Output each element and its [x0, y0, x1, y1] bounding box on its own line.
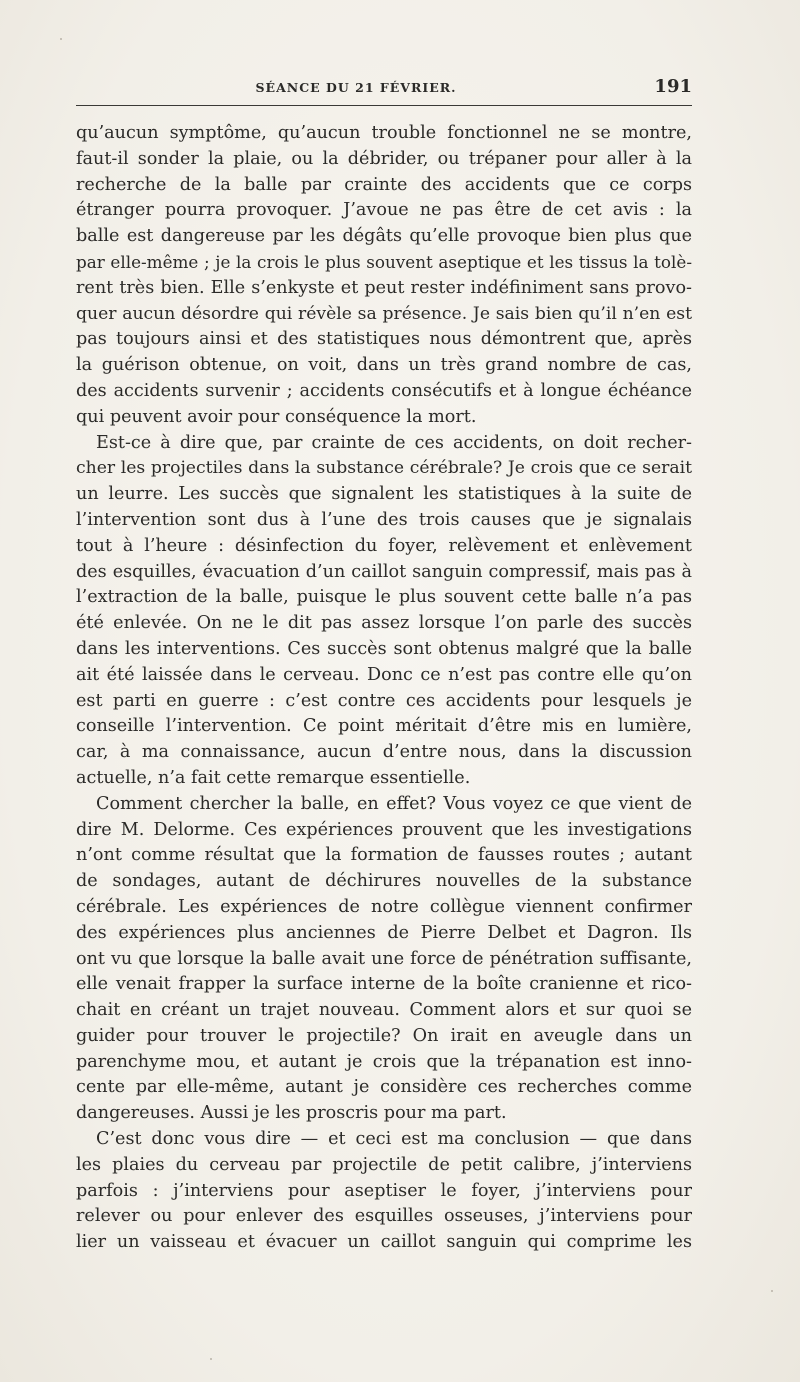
text-line: de sondages, autant de déchirures nouvelles de la substance	[76, 871, 692, 892]
text-line: l’intervention sont dus à l’une des trois causes que je signalais	[76, 509, 692, 530]
text-line: parfois : j’interviens pour aseptiser le foyer, j’interviens pour	[76, 1180, 692, 1201]
running-head	[76, 76, 692, 100]
body-text	[76, 121, 692, 1256]
text-line: pas toujours ainsi et des statistiques nous démontrent que, après	[76, 329, 692, 350]
text-line: quer aucun désordre qui révèle sa présence. Je sais bien qu’il n’en est	[76, 303, 692, 324]
text-line: lier un vaisseau et évacuer un caillot sanguin qui comprime les	[76, 1232, 692, 1253]
text-line: des accidents survenir ; accidents consécutifs et à longue échéance	[76, 380, 692, 401]
text-line: rent très bien. Elle s’enkyste et peut rester indéfiniment sans provo-	[76, 277, 692, 298]
text-line: actuelle, n’a fait cette remarque essentielle.	[76, 767, 471, 788]
text-line: faut-il sonder la plaie, ou la débrider, ou trépaner pour aller à la	[76, 148, 692, 169]
text-line: Comment chercher la balle, en effet? Vous voyez ce que vient de	[96, 793, 692, 814]
text-line: qui peuvent avoir pour conséquence la mort.	[76, 406, 477, 427]
page-number: 191	[654, 76, 692, 97]
text-line: car, à ma connaissance, aucun d’entre nous, dans la discussion	[76, 742, 692, 763]
text-line: par elle-même ; je la crois le plus souvent aseptique et les tissus la tolè-	[76, 251, 692, 272]
text-line: ait été laissée dans le cerveau. Donc ce n’est pas contre elle qu’on	[76, 664, 692, 685]
text-line: recherche de la balle par crainte des accidents que ce corps	[76, 174, 692, 195]
text-line: cente par elle-même, autant je considère ces recherches comme	[76, 1077, 692, 1098]
text-line: l’extraction de la balle, puisque le plus souvent cette balle n’a pas	[76, 587, 692, 608]
text-line: dans les interventions. Ces succès sont obtenus malgré que la balle	[76, 638, 692, 659]
text-line: la guérison obtenue, on voit, dans un très grand nombre de cas,	[76, 355, 692, 376]
paragraph-2	[76, 431, 692, 792]
paragraph-4	[76, 1127, 692, 1256]
text-line: conseille l’intervention. Ce point méritait d’être mis en lumière,	[76, 716, 692, 737]
text-line: parenchyme mou, et autant je crois que la trépanation est inno-	[76, 1051, 692, 1072]
text-line: chait en créant un trajet nouveau. Comment alors et sur quoi se	[76, 1000, 692, 1021]
scan-speck	[60, 38, 62, 40]
scan-speck	[210, 1358, 212, 1360]
text-line: ont vu que lorsque la balle avait une force de pénétration suffisante,	[76, 948, 692, 969]
text-line: dangereuses. Aussi je les proscris pour ma part.	[76, 1103, 507, 1124]
text-line: elle venait frapper la surface interne de la boîte cranienne et rico-	[76, 974, 692, 995]
text-line: dire M. Delorme. Ces expériences prouvent que les investigations	[76, 819, 692, 840]
text-line: tout à l’heure : désinfection du foyer, relèvement et enlèvement	[76, 535, 692, 556]
text-line: C’est donc vous dire — et ceci est ma conclusion — que dans	[96, 1129, 692, 1150]
running-title: SÉANCE DU 21 FÉVRIER.	[255, 80, 457, 95]
paragraph-3	[76, 792, 692, 1127]
text-line: étranger pourra provoquer. J’avoue ne pas être de cet avis : la	[76, 200, 692, 221]
text-line: n’ont comme résultat que la formation de fausses routes ; autant	[76, 845, 692, 866]
text-line: est parti en guerre : c’est contre ces accidents pour lesquels je	[76, 690, 692, 711]
text-line: des expériences plus anciennes de Pierre Delbet et Dagron. Ils	[76, 922, 692, 943]
text-line: un leurre. Les succès que signalent les statistiques à la suite de	[76, 484, 692, 505]
text-line: Est-ce à dire que, par crainte de ces accidents, on doit recher-	[96, 432, 692, 453]
text-line: les plaies du cerveau par projectile de petit calibre, j’interviens	[76, 1154, 692, 1175]
text-line: guider pour trouver le projectile? On irait en aveugle dans un	[76, 1025, 692, 1046]
text-line: cérébrale. Les expériences de notre collègue viennent confirmer	[76, 896, 692, 917]
text-line: des esquilles, évacuation d’un caillot sanguin compressif, mais pas à	[76, 561, 692, 582]
text-line: été enlevée. On ne le dit pas assez lorsque l’on parle des succès	[76, 613, 692, 634]
text-line: qu’aucun symptôme, qu’aucun trouble fonctionnel ne se montre,	[76, 123, 692, 143]
header-rule	[76, 105, 692, 106]
paragraph-1	[76, 121, 692, 431]
scan-speck	[771, 1290, 773, 1292]
text-line: balle est dangereuse par les dégâts qu’elle provoque bien plus que	[76, 226, 692, 247]
text-line: relever ou pour enlever des esquilles osseuses, j’interviens pour	[76, 1206, 692, 1227]
text-line: cher les projectiles dans la substance cérébrale? Je crois que ce serait	[76, 458, 692, 479]
